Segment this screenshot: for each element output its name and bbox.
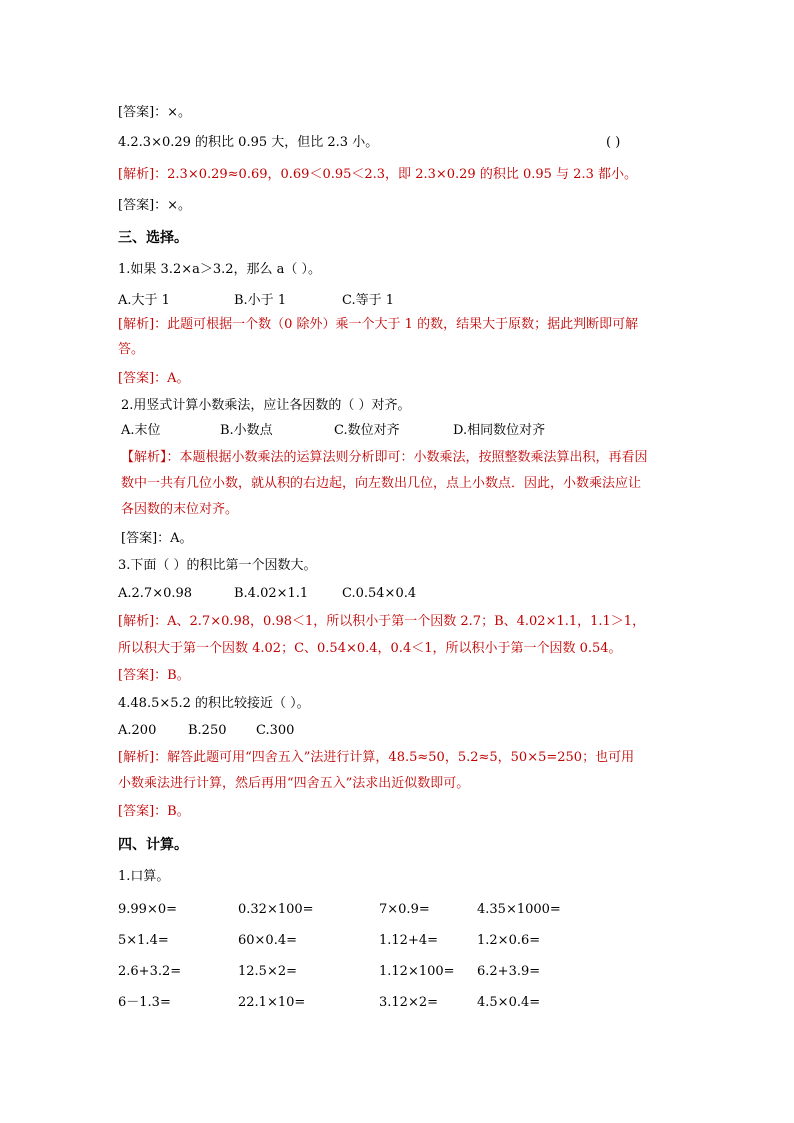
question-4: 4.2.3×0.29 的积比 0.95 大，但比 2.3 小。	[118, 135, 379, 150]
analysis-line: 小数乘法进行计算，然后再用“四舍五入”法求出近似数即可。	[118, 776, 470, 791]
option-a: A.2.7×0.98	[118, 586, 193, 601]
option-b: B.小于 1	[234, 293, 287, 308]
option-a: A.200	[118, 723, 157, 738]
calc-item: 22.1×10=	[238, 995, 306, 1010]
option-b: B.4.02×1.1	[234, 586, 309, 601]
calc-item: 12.5×2=	[238, 964, 298, 979]
calc-item: 60×0.4=	[238, 933, 298, 948]
option-c: C.数位对齐	[334, 423, 400, 438]
calc-item: 0.32×100=	[238, 902, 314, 917]
question-1-stem: 1.如果 3.2×a＞3.2，那么 a（ ）。	[118, 262, 322, 277]
calc-item: 3.12×2=	[379, 995, 439, 1010]
option-c: C.300	[256, 723, 295, 738]
option-a: A.末位	[121, 423, 161, 438]
calc-item: 2.6+3.2=	[118, 964, 182, 979]
option-b: B.250	[188, 723, 227, 738]
section-heading: 四、计算。	[118, 837, 188, 853]
option-a: A.大于 1	[118, 293, 170, 308]
calc-item: 1.2×0.6=	[477, 933, 541, 948]
calc-item: 1.12+4=	[379, 933, 439, 948]
option-c: C.等于 1	[342, 293, 395, 308]
option-b: B.小数点	[220, 423, 273, 438]
answer-line: [答案]：×。	[118, 105, 192, 120]
analysis-line: 答。	[118, 342, 145, 357]
analysis-line: 【解析】：本题根据小数乘法的运算法则分析即可：小数乘法，按照整数乘法算出积，再看因	[121, 450, 648, 465]
analysis-line: 各因数的末位对齐。	[121, 502, 239, 517]
answer-line: [答案]：A。	[121, 531, 193, 546]
calc-item: 4.35×1000=	[477, 902, 561, 917]
calc-item: 7×0.9=	[379, 902, 430, 917]
calc-item: 4.5×0.4=	[477, 995, 541, 1010]
calc-item: 9.99×0=	[118, 902, 178, 917]
subsection-title: 1.口算。	[118, 869, 170, 884]
analysis-line: [解析]：2.3×0.29≈0.69，0.69＜0.95＜2.3，即 2.3×0.29 的积比 0.95 与 2.3 都小。	[118, 167, 637, 182]
analysis-line: [解析]：A、2.7×0.98，0.98＜1，所以积小于第一个因数 2.7；B、4.02×1.1，1.1＞1，	[118, 614, 646, 629]
answer-line: [答案]：B。	[118, 668, 190, 683]
answer-blank: ( )	[606, 135, 621, 150]
question-2-stem: 2.用竖式计算小数乘法，应让各因数的（ ）对齐。	[121, 398, 411, 413]
calc-item: 5×1.4=	[118, 933, 169, 948]
question-4-stem: 4.48.5×5.2 的积比较接近（ ）。	[118, 696, 310, 711]
option-d: D.相同数位对齐	[453, 423, 546, 438]
analysis-line: [解析]：此题可根据一个数（0 除外）乘一个大于 1 的数，结果大于原数；据此判断即可解	[118, 317, 639, 332]
calc-item: 6.2+3.9=	[477, 964, 541, 979]
calc-item: 1.12×100=	[379, 964, 455, 979]
analysis-line: [解析]：解答此题可用“四舍五入”法进行计算，48.5≈50，5.2≈5，50×5=250；也可用	[118, 750, 635, 765]
question-3-stem: 3.下面（ ）的积比第一个因数大。	[118, 558, 317, 573]
answer-line: [答案]：A。	[118, 371, 190, 386]
option-c: C.0.54×0.4	[342, 586, 417, 601]
answer-line: [答案]：B。	[118, 804, 190, 819]
analysis-line: 数中一共有几位小数，就从积的右边起，向左数出几位，点上小数点．因此，小数乘法应让	[121, 476, 642, 491]
section-heading: 三、选择。	[118, 230, 188, 246]
calc-item: 6－1.3=	[118, 995, 171, 1010]
answer-line: [答案]：×。	[118, 198, 192, 213]
analysis-line: 所以积大于第一个因数 4.02；C、0.54×0.4，0.4＜1，所以积小于第一个因数 0.54。	[118, 641, 622, 656]
